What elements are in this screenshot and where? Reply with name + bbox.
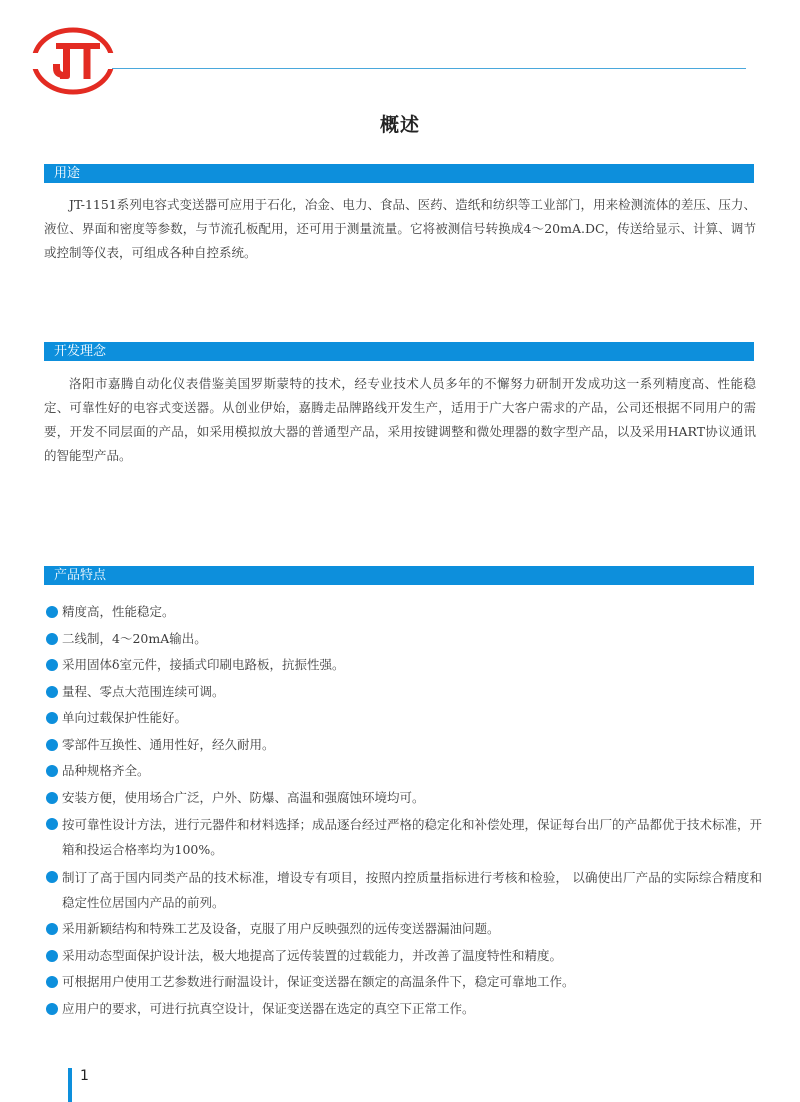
page-number: 1 (80, 1068, 89, 1084)
bullet-icon (46, 923, 58, 935)
bullet-icon (46, 950, 58, 962)
feature-text: 制订了高于国内同类产品的技术标准，增设专有项目，按照内控质量指标进行考核和检验， 以确使出厂产品的实际综合精度和稳定性位居国内产品的前列。 (62, 869, 762, 910)
list-item (44, 944, 762, 968)
list-item (44, 812, 762, 862)
bullet-icon (46, 739, 58, 751)
section-header-usage: 用途 (44, 164, 754, 183)
bullet-icon (46, 606, 58, 618)
feature-text: 安装方便，使用场合广泛，户外、防爆、高温和强腐蚀环境均可。 (62, 789, 425, 805)
list-item (44, 733, 762, 757)
section-header-concept: 开发理念 (44, 342, 754, 361)
feature-text: 零部件互换性、通用性好，经久耐用。 (62, 736, 275, 752)
bullet-icon (46, 712, 58, 724)
page-title: 概述 (379, 114, 420, 136)
bullet-icon (46, 976, 58, 988)
bullet-icon (46, 871, 58, 883)
list-item (44, 627, 762, 651)
feature-text: 应用户的要求，可进行抗真空设计，保证变送器在选定的真空下正常工作。 (62, 1000, 475, 1016)
page-number-bar (68, 1068, 72, 1102)
feature-text: 按可靠性设计方法，进行元器件和材料选择；成品逐台经过严格的稳定化和补偿处理，保证每台出厂的产品都优于技术标准，开箱和投运合格率均为100%。 (62, 817, 763, 857)
feature-text: 可根据用户使用工艺参数进行耐温设计，保证变送器在额定的高温条件下，稳定可靠地工作。 (62, 974, 575, 989)
header-rule (112, 68, 746, 69)
jt-logo (30, 26, 116, 96)
bullet-icon (46, 765, 58, 777)
feature-text: 二线制，4～20mA输出。 (62, 630, 207, 646)
bullet-icon (46, 686, 58, 698)
list-item (44, 997, 762, 1021)
list-item (44, 917, 762, 941)
feature-text: 精度高，性能稳定。 (62, 604, 175, 619)
feature-text: 采用动态型面保护设计法，极大地提高了远传装置的过载能力，并改善了温度特性和精度。 (62, 947, 563, 963)
feature-text: 采用固体δ室元件，接插式印刷电路板，抗振性强。 (62, 657, 345, 672)
usage-paragraph: JT-1151系列电容式变送器可应用于石化，冶金、电力、食品、医药、造纸和纺织等工业部门，用来检测流体的差压、压力、液位、界面和密度等参数，与节流孔板配用，还可用于测量流量。它将被测信号转换成4～20mA.DC，传送给显示、计算、调节或控制等仪表，可组成各种自控系统。 (44, 197, 756, 260)
feature-text: 品种规格齐全。 (62, 763, 150, 778)
bullet-icon (46, 633, 58, 645)
list-item (44, 706, 762, 730)
bullet-icon (46, 792, 58, 804)
bullet-icon (46, 818, 58, 830)
feature-text: 量程、零点大范围连续可调。 (62, 683, 225, 699)
features-list (44, 600, 762, 1023)
list-item (44, 865, 762, 915)
concept-paragraph: 洛阳市嘉腾自动化仪表借鉴美国罗斯蒙特的技术，经专业技术人员多年的不懈努力研制开发成功这一系列精度高、性能稳定、可靠性好的电容式变送器。从创业伊始，嘉腾走品牌路线开发生产，适用于广大客户需求的产品，公司还根据不同用户的需要，开发不同层面的产品，如采用模拟放大器的普通型产品，采用按键调整和微处理器的数字型产品，以及采用HART协议通讯的智能型产品。 (44, 376, 756, 463)
list-item (44, 600, 762, 624)
feature-text: 单向过载保护性能好。 (62, 710, 188, 725)
bullet-icon (46, 659, 58, 671)
list-item (44, 680, 762, 704)
list-item (44, 786, 762, 810)
section-header-features: 产品特点 (44, 566, 754, 585)
list-item (44, 653, 762, 677)
feature-text: 采用新颖结构和特殊工艺及设备，克服了用户反映强烈的远传变送器漏油问题。 (62, 921, 500, 936)
list-item (44, 970, 762, 994)
bullet-icon (46, 1003, 58, 1015)
list-item (44, 759, 762, 783)
